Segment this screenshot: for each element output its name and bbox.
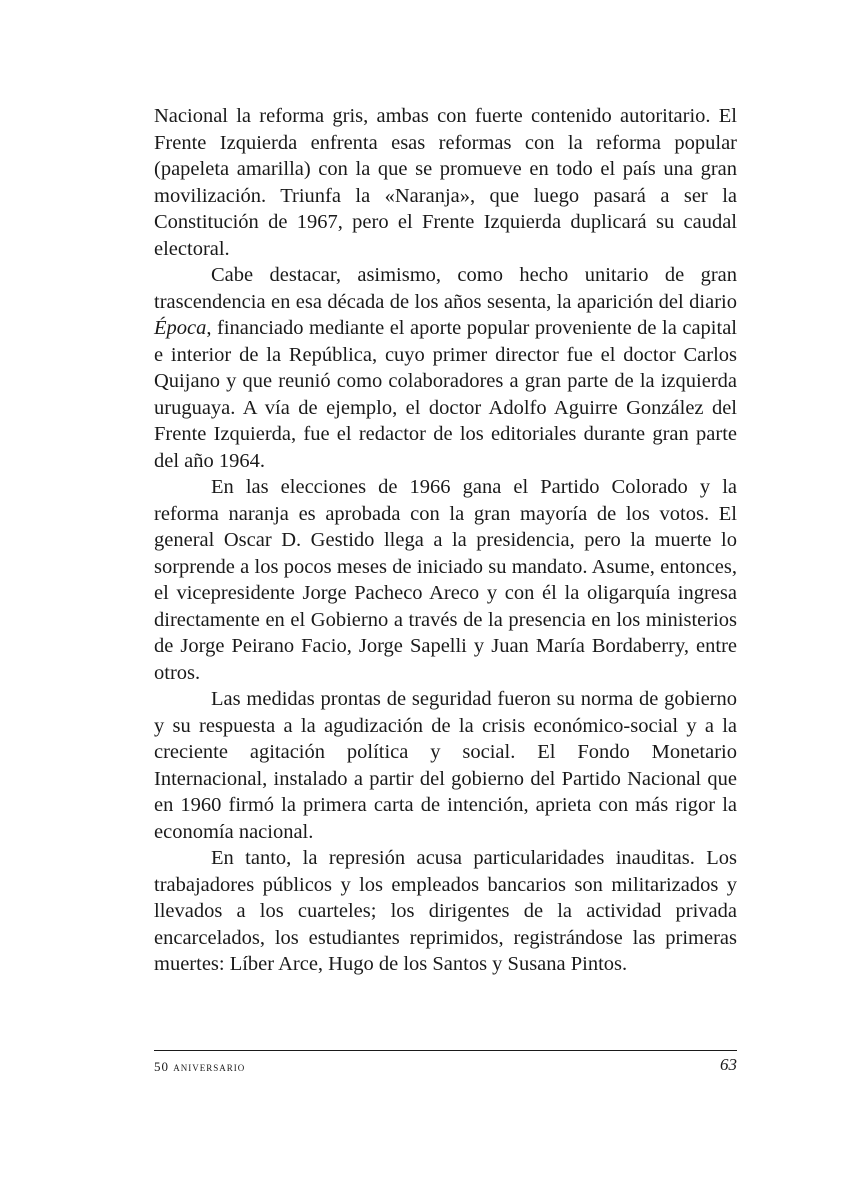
paragraph <box>154 845 737 978</box>
running-footer-title: 50 aniversario <box>154 1059 246 1074</box>
page-body <box>154 103 737 978</box>
paragraph-text: Las medidas prontas de seguridad fueron su norma de gobierno y su respuesta a la agudización de la crisis económico-social y a la creciente agitación política y social. El Fondo Monetario Internacional, instalado a partir del gobierno del Partido Nacional que en 1960 firmó la primera carta de intención, aprieta con más rigor la economía nacional. <box>154 688 737 843</box>
paragraph-text: , financiado mediante el aporte popular proveniente de la capital e interior de la República, cuyo primer director fue el doctor Carlos Quijano y que reunió como colaboradores a gran parte de la izquierda uruguaya. A vía de ejemplo, el doctor Adolfo Aguirre González del Frente Izquierda, fue el redactor de los editoriales durante gran parte del año 1964. <box>154 317 737 472</box>
paragraph <box>154 474 737 686</box>
page-number: 63 <box>720 1055 737 1074</box>
paragraph <box>154 686 737 845</box>
paragraph-text: Cabe destacar, asimismo, como hecho unitario de gran trascendencia en esa década de los años sesenta, la aparición del diario <box>154 264 737 313</box>
paragraph <box>154 103 737 262</box>
paragraph <box>154 262 737 474</box>
newspaper-title: Época <box>154 317 207 339</box>
paragraph-text: En las elecciones de 1966 gana el Partido Colorado y la reforma naranja es aprobada con la gran mayoría de los votos. El general Oscar D. Gestido llega a la presidencia, pero la muerte lo sorprende a los pocos meses de iniciado su mandato. Asume, entonces, el vicepresidente Jorge Pacheco Areco y con él la oligarquía ingresa directamente en el Gobierno a través de la presencia en los ministerios de Jorge Peirano Facio, Jorge Sapelli y Juan María Bordaberry, entre otros. <box>154 476 737 684</box>
paragraph-text: En tanto, la represión acusa particularidades inauditas. Los trabajadores públicos y los empleados bancarios son militarizados y llevados a los cuarteles; los dirigentes de la actividad privada encarcelados, los estudiantes reprimidos, registrándose las primeras muertes: Líber Arce, Hugo de los Santos y Susana Pintos. <box>154 847 737 975</box>
page-footer <box>154 1050 737 1081</box>
paragraph-text: Nacional la reforma gris, ambas con fuerte contenido autoritario. El Frente Izquierda enfrenta esas reformas con la reforma popular (papeleta amarilla) con la que se promueve en todo el país una gran movilización. Triunfa la «Naranja», que luego pasará a ser la Constitución de 1967, pero el Frente Izquierda duplicará su caudal electoral. <box>154 105 737 260</box>
